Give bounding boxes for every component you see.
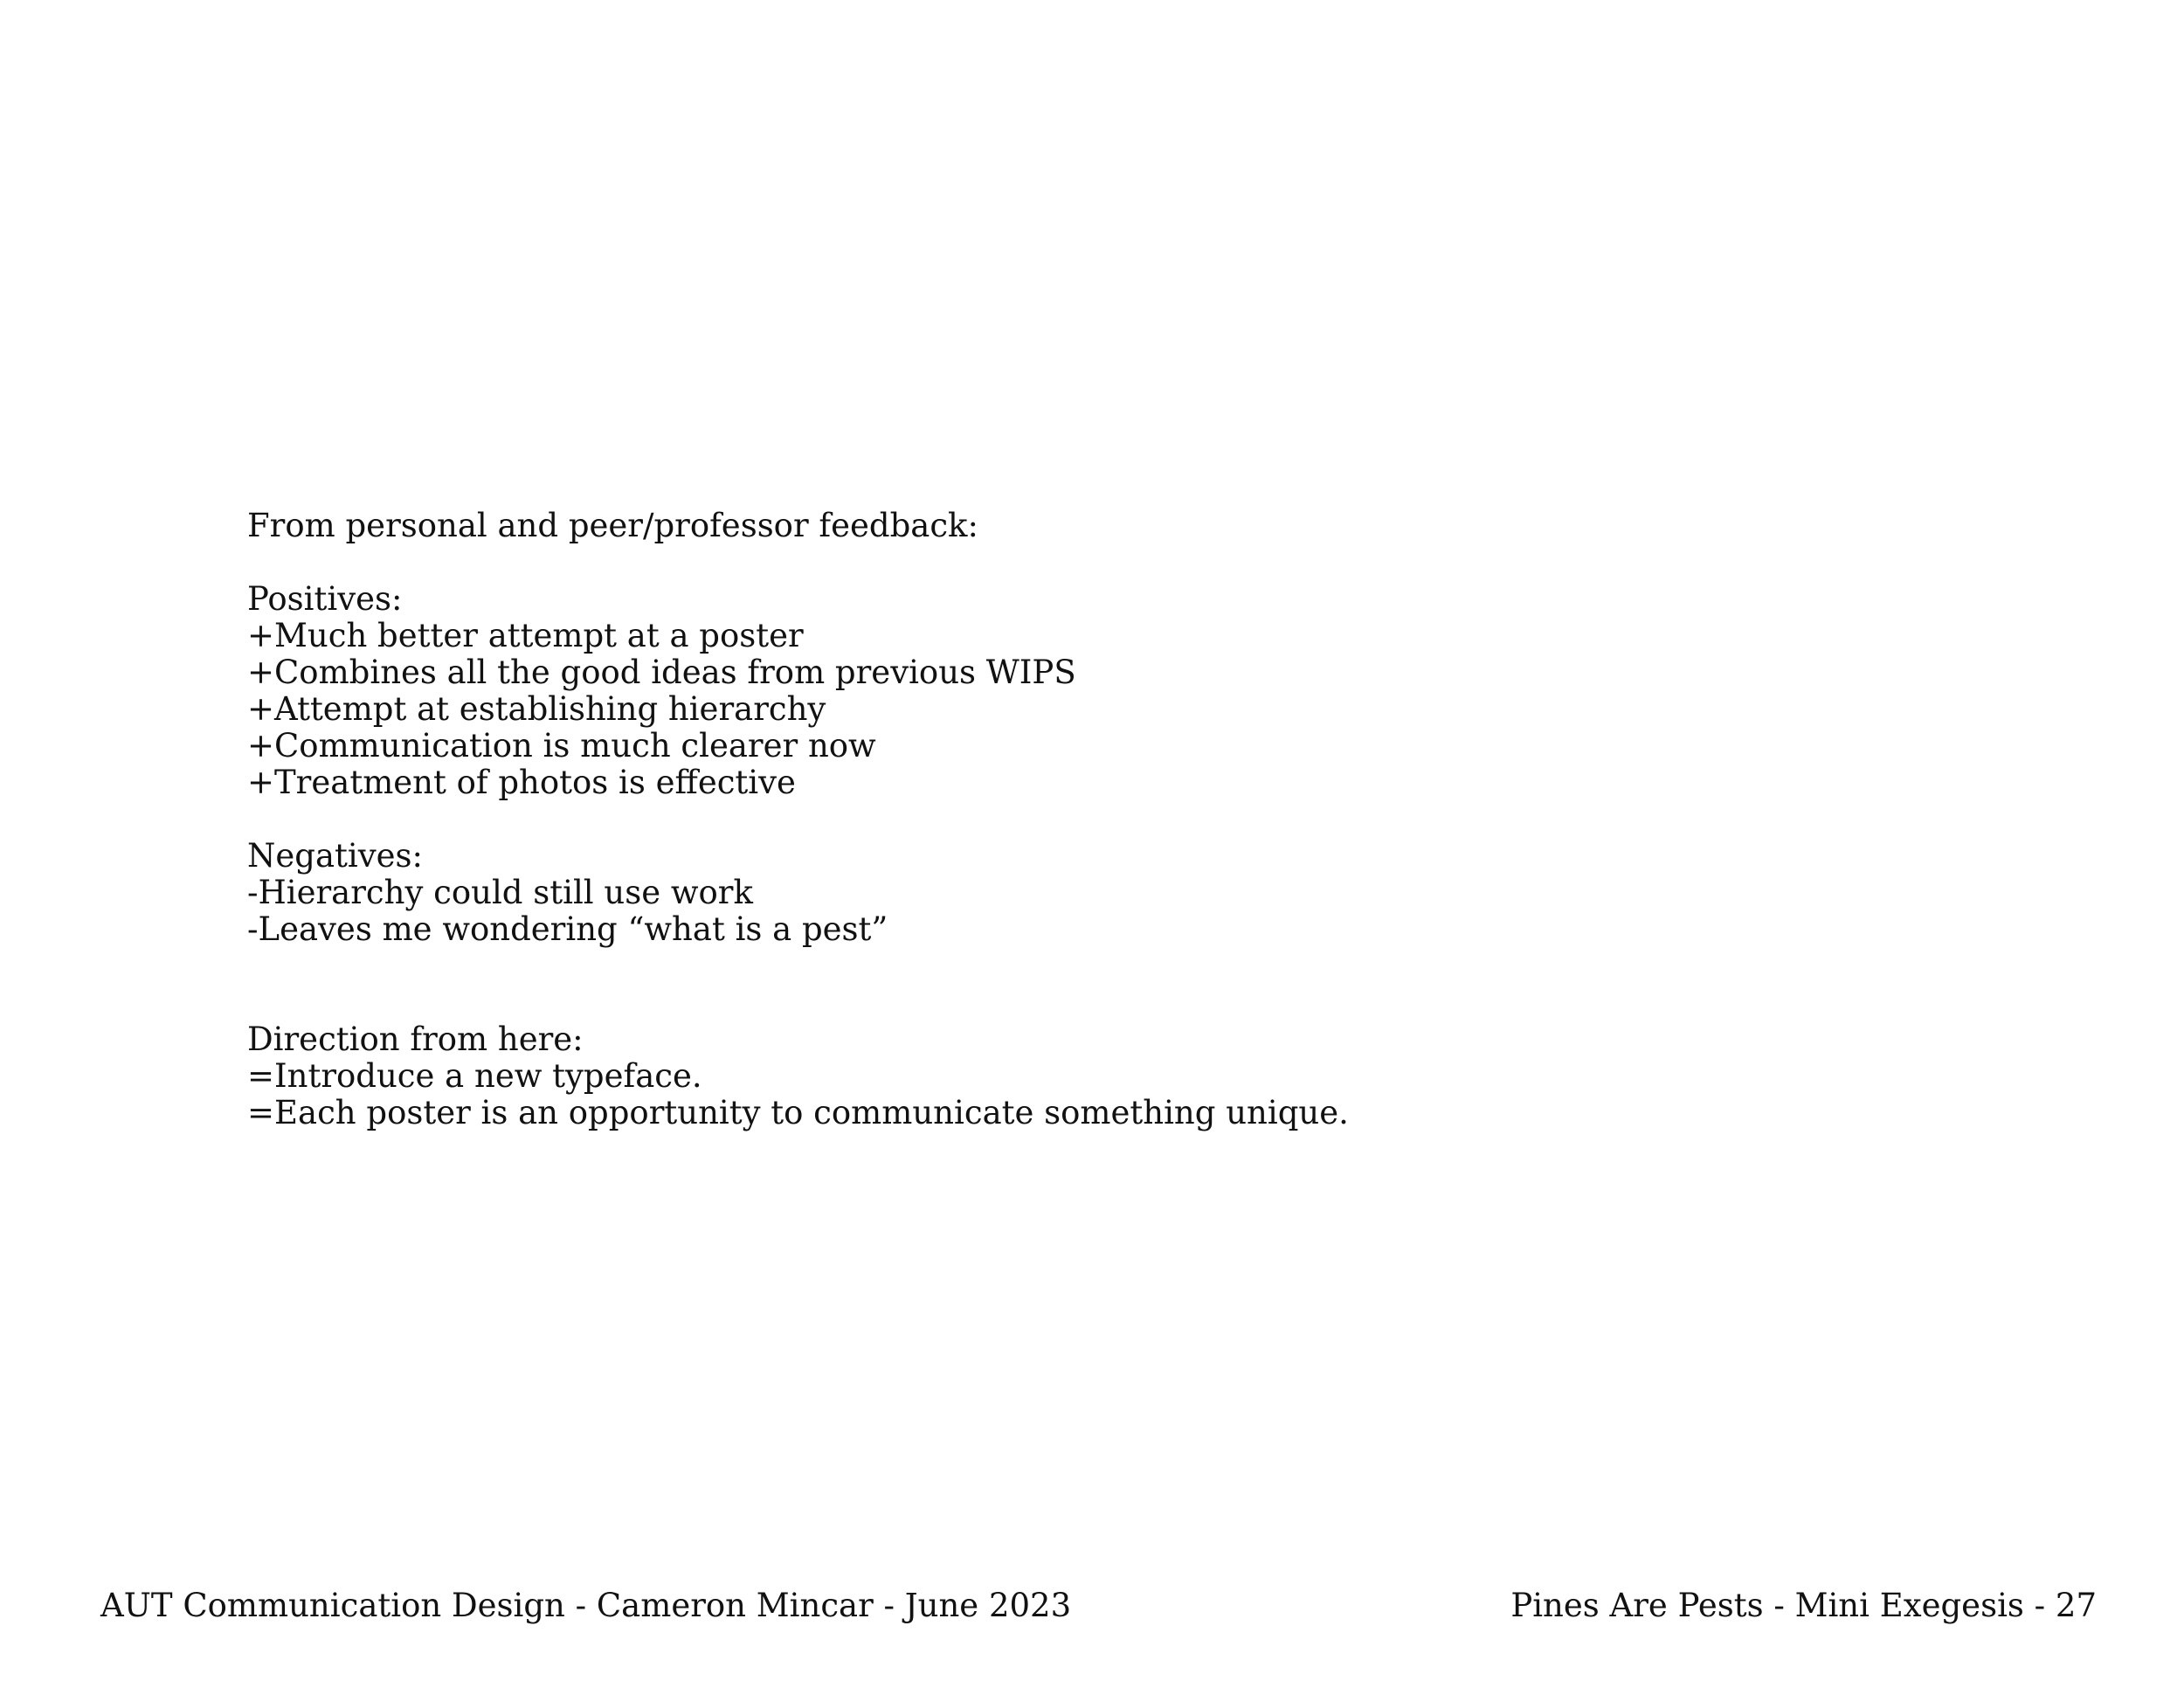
- negatives-heading: Negatives:: [247, 837, 423, 875]
- positive-item: +Treatment of photos is effective: [247, 764, 796, 801]
- direction-heading: Direction from here:: [247, 1020, 584, 1058]
- spacer: [247, 948, 1645, 1021]
- spacer: [247, 801, 1645, 838]
- positives-heading: Positives:: [247, 580, 403, 618]
- direction-item: =Introduce a new typeface.: [247, 1057, 702, 1095]
- positive-item: +Attempt at establishing hierarchy: [247, 690, 826, 728]
- positive-item: +Communication is much clearer now: [247, 727, 876, 764]
- footer-page-title: Pines Are Pests - Mini Exegesis - 27: [1510, 1587, 2097, 1624]
- direction-item: =Each poster is an opportunity to communicate something unique.: [247, 1094, 1349, 1131]
- intro-text: From personal and peer/professor feedback:: [247, 507, 978, 544]
- feedback-notes: [247, 508, 1645, 1131]
- footer-credit: AUT Communication Design - Cameron Mincar - June 2023: [100, 1587, 1072, 1624]
- negative-item: -Hierarchy could still use work: [247, 874, 753, 911]
- negative-item: -Leaves me wondering “what is a pest”: [247, 910, 888, 948]
- spacer: [247, 544, 1645, 581]
- positive-item: +Combines all the good ideas from previous WIPS: [247, 654, 1076, 691]
- positive-item: +Much better attempt at a poster: [247, 617, 804, 654]
